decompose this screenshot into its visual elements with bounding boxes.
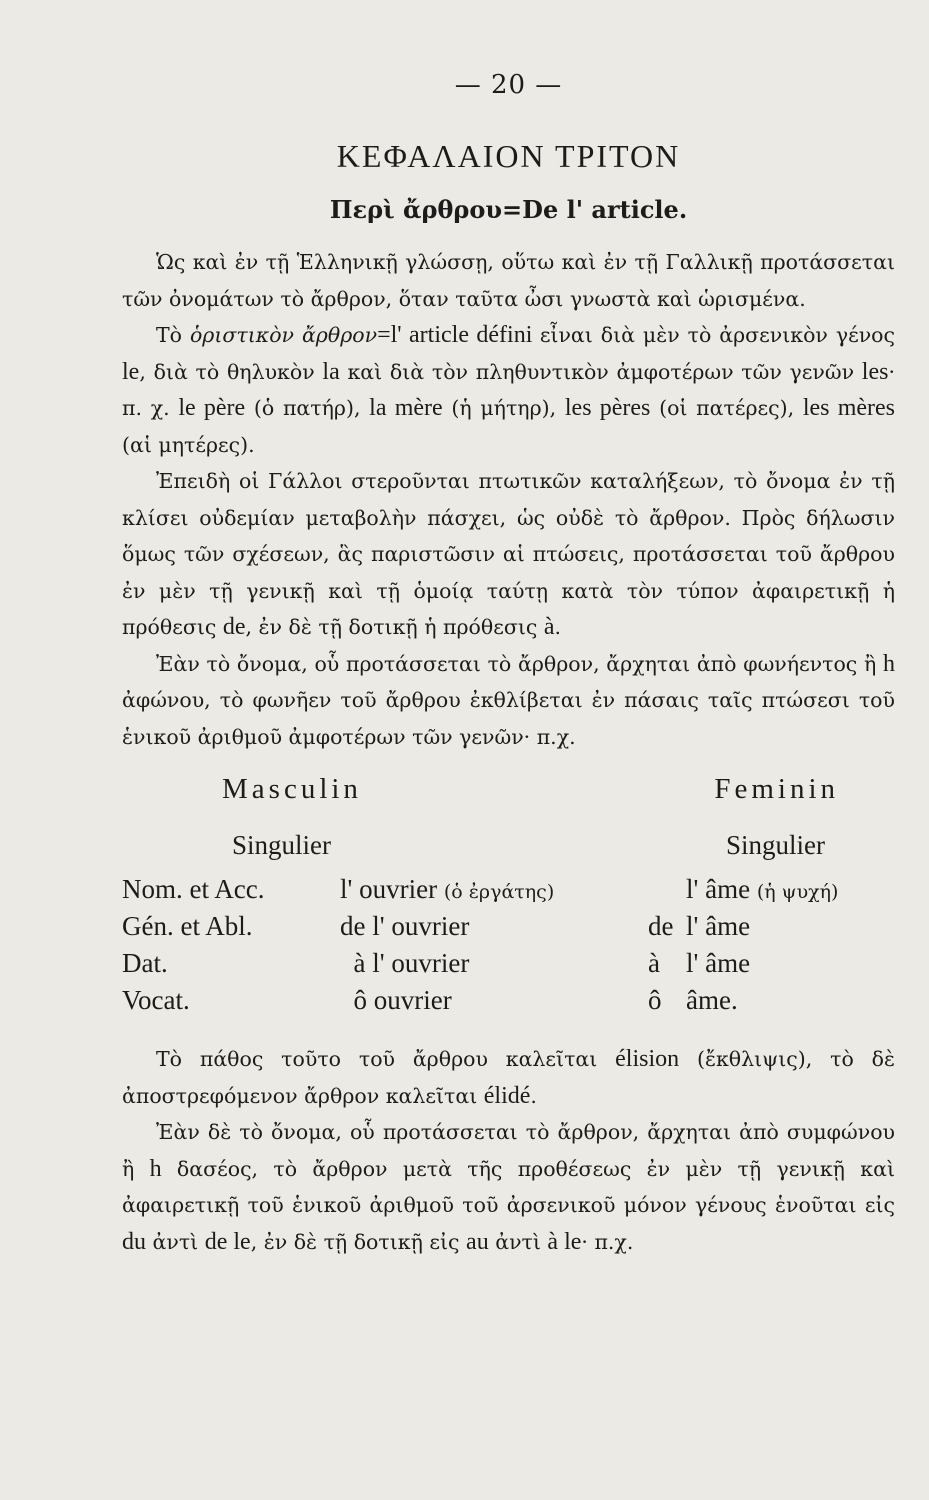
masc-word: l' ouvrier xyxy=(372,948,470,978)
masculin-header: Masculin xyxy=(222,773,362,805)
fem-prep: ô xyxy=(648,985,662,1015)
table-row xyxy=(122,908,895,945)
french-word: à xyxy=(543,614,555,640)
text-segment: Τὸ πάθος τοῦτο τοῦ ἄρθρου καλεῖται xyxy=(156,1047,616,1071)
text-segment: ἀφώνου, τὸ φωνῆεν τοῦ ἄρθρου ἐκθλίβεται ἐν πάσαις ταῖς πτώσεσι τοῦ ἑνικοῦ ἀριθμοῦ ἀμφοτέρων τῶν γενῶν· π.χ. xyxy=(122,688,895,749)
fem-gloss: (ἡ ψυχή) xyxy=(756,881,839,903)
feminine-form xyxy=(686,871,895,908)
fem-prep: à xyxy=(648,948,660,978)
table-row xyxy=(122,871,895,908)
text-segment: (αἱ μητέρες). xyxy=(122,432,255,457)
french-word: la xyxy=(322,358,340,385)
text-segment: ἀντὶ xyxy=(146,1229,205,1254)
text-segment: (ὁ πατήρ), xyxy=(245,396,370,420)
french-word: élidé xyxy=(483,1082,531,1109)
case-label: Dat. xyxy=(122,948,168,978)
text-segment: Ἐπειδὴ οἱ Γάλλοι στεροῦνται πτωτικῶν καταλήξεων, τὸ ὄνομα ἐν τῇ κλίσει οὐδεμίαν μεταβολὴν πάσχει, ὡς οὐδὲ τὸ ἄρθρον. Πρὸς δήλωσιν ὅμως τῶν σχέσεων, ἃς παριστῶσιν αἱ πτώσεις, προτάσσεται τοῦ ἄρθρου ἐν μὲν τῇ γενικῇ καὶ τῇ ὁμοίᾳ ταύτῃ κατὰ τὸν τύπον ἀφαιρετικῇ ἡ πρόθεσις xyxy=(122,469,895,639)
french-word: à le xyxy=(547,1228,582,1255)
french-word: de le xyxy=(204,1228,251,1255)
masc-word: ouvrier xyxy=(373,985,452,1015)
paragraph-cases xyxy=(122,463,895,646)
masc-singulier-header: Singulier xyxy=(232,830,331,860)
text-segment: . xyxy=(530,1083,537,1108)
masculine-form xyxy=(340,908,648,945)
text-segment: (ἡ μήτηρ), xyxy=(442,396,565,420)
paragraph-elision xyxy=(122,646,895,756)
text-segment: , διὰ τὸ θηλυκὸν xyxy=(139,359,323,384)
fem-word: âme. xyxy=(686,985,738,1015)
fem-word: l' âme xyxy=(686,874,751,904)
text-segment: Τὸ xyxy=(156,323,190,347)
french-word: du xyxy=(122,1228,146,1255)
paragraph-definite-article xyxy=(122,317,895,463)
french-word: le xyxy=(122,358,140,385)
gender-headers xyxy=(122,773,895,806)
paragraph-intro: Ὡς καὶ ἐν τῇ Ἑλληνικῇ γλώσσῃ, οὕτω καὶ ἐν τῇ Γαλλικῇ προτάσσεται τῶν ὀνομάτων τὸ ἄρθρον, ὅταν ταῦτα ὦσι γνωστὰ καὶ ὡρισμένα. xyxy=(122,250,895,311)
text-segment: · π. χ. xyxy=(122,359,895,420)
masc-word: l' ouvrier xyxy=(340,874,438,904)
text-segment: (ἔκθλιψις), τὸ δὲ ἀποστρεφόμενον ἄρθρον καλεῖται xyxy=(122,1047,895,1108)
page-number: — 20 — xyxy=(454,70,563,100)
masculine-form xyxy=(340,945,648,982)
case-label: Vocat. xyxy=(122,985,190,1015)
feminine-form xyxy=(686,982,895,1019)
feminin-header: Feminin xyxy=(714,773,839,805)
masc-word: l' ouvrier xyxy=(372,911,470,941)
declension-table xyxy=(122,871,895,1019)
text-segment: ἀντὶ xyxy=(488,1229,548,1254)
text-segment: , ἐν δὲ τῇ δοτικῇ εἰς xyxy=(250,1229,467,1254)
french-term: =l' article défini xyxy=(377,322,540,348)
declension-body xyxy=(122,871,895,1019)
masculine-form xyxy=(340,871,648,908)
fem-word: l' âme xyxy=(686,948,751,978)
term-italic: ὁριστικὸν ἄρθρον xyxy=(189,323,378,347)
case-label: Gén. et Abl. xyxy=(122,911,253,941)
masc-prep: de xyxy=(340,911,366,941)
text-segment: · π.χ. xyxy=(581,1229,634,1254)
text-segment: , ἐν δὲ τῇ δοτικῇ ἡ πρόθεσις xyxy=(245,615,544,639)
paragraph-elision-term xyxy=(122,1041,895,1114)
french-word: le père xyxy=(178,395,246,421)
masc-gloss: (ὁ ἐργάτης) xyxy=(443,881,555,903)
french-word: h xyxy=(149,1155,162,1182)
feminine-form xyxy=(686,945,895,982)
text-segment: εἶναι διὰ μὲν τὸ ἀρσενικὸν γένος xyxy=(539,323,895,347)
fem-prep xyxy=(648,871,686,908)
text-segment: . xyxy=(554,615,562,639)
french-word: h xyxy=(883,650,895,677)
text-segment: δασέος, τὸ ἄρθρον μετὰ τῆς προθέσεως ἐν μὲν τῇ γενικῇ καὶ ἀφαιρετικῇ τοῦ ἑνικοῦ ἀριθμοῦ τοῦ ἀρσενικοῦ μόνον γένους ἑνοῦται εἰς xyxy=(122,1156,895,1217)
fem-singulier-header: Singulier xyxy=(726,830,825,860)
section-subtitle: Περὶ ἄρθρου=De l' article. xyxy=(329,195,688,224)
text-segment: Ἐὰν δὲ τὸ ὄνομα, οὗ προτάσσεται τὸ ἄρθρον, ἄρχηται ἀπὸ συμφώνου ἢ xyxy=(122,1120,895,1181)
table-row xyxy=(122,945,895,982)
table-row xyxy=(122,982,895,1019)
number-headers xyxy=(122,830,895,861)
text-segment: καὶ διὰ τὸν πληθυντικὸν ἀμφοτέρων τῶν γενῶν xyxy=(339,359,862,384)
paragraph-contraction xyxy=(122,1114,895,1260)
french-word: élision xyxy=(615,1046,680,1072)
feminine-form xyxy=(686,908,895,945)
french-word: de xyxy=(222,614,246,640)
fem-word: l' âme xyxy=(686,911,751,941)
text-segment: Ἐὰν τὸ ὄνομα, οὗ προτάσσεται τὸ ἄρθρον, ἄρχηται ἀπὸ φωνήεντος ἢ xyxy=(156,651,883,676)
french-word: les xyxy=(861,358,889,385)
french-word: les pères xyxy=(564,395,651,421)
french-word: les mères xyxy=(802,395,896,421)
french-word: la mère xyxy=(369,395,443,421)
fem-prep: de xyxy=(648,911,674,941)
text-segment: (οἱ πατέρες), xyxy=(650,396,803,420)
chapter-title: ΚΕΦΑΛΑΙΟΝ ΤΡΙΤΟΝ xyxy=(336,138,681,174)
masculine-form xyxy=(340,982,648,1019)
masc-prep: à xyxy=(353,948,366,978)
case-label: Nom. et Acc. xyxy=(122,874,265,904)
masc-prep: ô xyxy=(353,985,367,1015)
french-word: au xyxy=(466,1228,489,1255)
